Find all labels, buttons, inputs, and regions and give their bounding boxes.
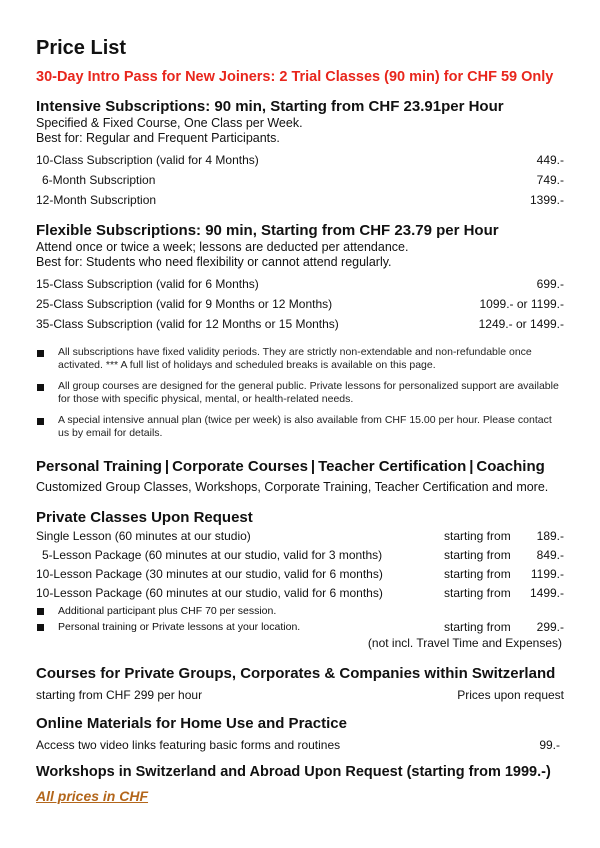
row-label: 10-Class Subscription (valid for 4 Months) (36, 153, 259, 167)
intensive-desc-2: Best for: Regular and Frequent Participants. (36, 131, 280, 145)
row-starting: starting from (444, 586, 511, 600)
bullet-square-icon (37, 350, 44, 357)
row-price: 1199.- (530, 567, 564, 581)
groups-heading: Courses for Private Groups, Corporates & Companies within Switzerland (36, 665, 556, 682)
note-item (36, 414, 564, 440)
flexible-heading: Flexible Subscriptions: 90 min, Starting from CHF 23.79 per Hour (36, 222, 499, 239)
row-label: Single Lesson (60 minutes at our studio) (36, 529, 251, 543)
intensive-row (36, 150, 564, 170)
row-price: 849.- (536, 548, 564, 562)
row-label: Access two video links featuring basic forms and routines (36, 738, 341, 752)
row-price: 299.- (536, 620, 564, 634)
row-label: 6-Month Subscription (42, 173, 156, 187)
flexible-desc-1: Attend once or twice a week; lessons are deducted per attendance. (36, 240, 409, 254)
intensive-row (36, 170, 564, 190)
intro-offer: 30-Day Intro Pass for New Joiners: 2 Trial Classes (90 min) for CHF 59 Only (36, 69, 554, 85)
bullet-square-icon (37, 384, 44, 391)
intensive-desc-1: Specified & Fixed Course, One Class per Week. (36, 116, 303, 130)
flexible-row (36, 294, 564, 314)
groups-row (36, 685, 564, 705)
note-item (36, 346, 564, 372)
private-row (36, 565, 564, 584)
row-label: 10-Lesson Package (60 minutes at our studio, valid for 6 months) (36, 586, 383, 600)
note-text: All group courses are designed for the general public. Private lessons for personalized support are available for those with specific physical, mental, or health-related needs. (58, 380, 559, 405)
row-price: 449.- (536, 153, 564, 167)
bullet-square-icon (37, 608, 44, 615)
row-starting: starting from (444, 567, 511, 581)
note-text: A special intensive annual plan (twice per week) is also available from CHF 15.00 per hour. Please contact us by email for details. (58, 414, 552, 439)
note-text: All subscriptions have fixed validity periods. They are strictly non-extendable and non-refundable once activated. *** A full list of holidays and scheduled breaks is available on this page. (58, 346, 532, 371)
all-prices-link[interactable]: All prices in CHF (36, 788, 149, 804)
row-starting: starting from (444, 529, 511, 543)
row-price: 749.- (536, 173, 564, 187)
row-label: 35-Class Subscription (valid for 12 Months or 15 Months) (36, 317, 339, 331)
flexible-desc-2: Best for: Students who need flexibility or cannot attend regularly. (36, 255, 392, 269)
price-list-page (36, 36, 564, 806)
row-label: 25-Class Subscription (valid for 9 Months or 12 Months) (36, 297, 333, 311)
bullet-text: Personal training or Private lessons at your location. (58, 621, 301, 633)
workshops-heading: Workshops in Switzerland and Abroad Upon Request (starting from 1999.-) (36, 764, 551, 780)
row-label: 5-Lesson Package (60 minutes at our studio, valid for 3 months) (42, 548, 383, 562)
travel-note: (not incl. Travel Time and Expenses) (367, 636, 562, 650)
intensive-row (36, 190, 564, 210)
row-label: 10-Lesson Package (30 minutes at our studio, valid for 6 months) (36, 567, 383, 581)
page-title: Price List (36, 37, 127, 59)
bullet-square-icon (37, 624, 44, 631)
note-item (36, 380, 564, 406)
flexible-row (36, 314, 564, 334)
bullet-text: Additional participant plus CHF 70 per session. (58, 605, 277, 617)
flexible-row (36, 274, 564, 294)
online-heading: Online Materials for Home Use and Practice (36, 715, 347, 732)
private-bullet (36, 603, 564, 619)
personal-desc: Customized Group Classes, Workshops, Corporate Training, Teacher Certification and more. (36, 480, 549, 494)
private-row (36, 584, 564, 603)
bullet-square-icon (37, 418, 44, 425)
row-price: 189.- (536, 529, 564, 543)
online-row (36, 735, 564, 755)
intensive-heading: Intensive Subscriptions: 90 min, Starting from CHF 23.91per Hour (36, 98, 504, 115)
private-row (36, 527, 564, 546)
row-price: 1249.- or 1499.- (478, 317, 564, 331)
row-price: 1099.- or 1199.- (479, 297, 564, 311)
private-row (36, 546, 564, 565)
row-starting: starting from (444, 620, 511, 634)
groups-right: Prices upon request (457, 688, 564, 702)
private-heading: Private Classes Upon Request (36, 509, 253, 526)
row-label: 15-Class Subscription (valid for 6 Months) (36, 277, 259, 291)
private-bullet (36, 619, 564, 635)
row-price: 699.- (536, 277, 564, 291)
row-starting: starting from (444, 548, 511, 562)
row-label: 12-Month Subscription (36, 193, 157, 207)
row-price: 1499.- (529, 586, 564, 600)
personal-heading: Personal Training | Corporate Courses | Teacher Certification | Coaching (36, 458, 545, 475)
groups-left: starting from CHF 299 per hour (36, 688, 203, 702)
row-price: 99.- (539, 738, 560, 752)
row-price: 1399.- (529, 193, 564, 207)
